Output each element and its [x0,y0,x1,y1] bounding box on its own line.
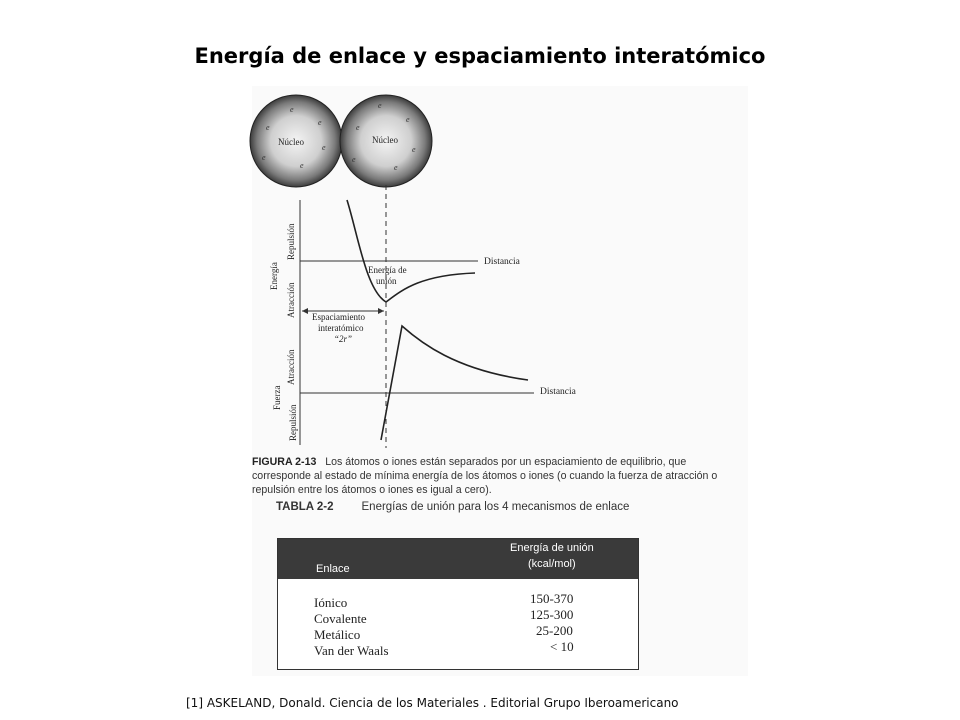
table-row-energy: 125-300 [530,607,574,622]
table-row-bond: Metálico [314,627,361,642]
binding-energy-label-2: unión [376,276,397,286]
repulsion-label-force: Repulsión [288,404,298,441]
electron-marker: e [318,118,322,127]
electron-marker: e [262,153,266,162]
figure-caption-text: Los átomos o iones están separados por un espaciamiento de equilibrio, que corresponde al estado de mínima energía de los átomos o iones (o cuando la fuerza de atracción o repulsión entre los átomos o iones es igual a cero). [252,456,718,496]
energy-curve [347,200,475,302]
reference-footer: [1] ASKELAND, Donald. Ciencia de los Materiales . Editorial Grupo Iberoamericano [186,696,679,710]
electron-marker: e [322,143,326,152]
spacing-label-2: interatómico [318,323,364,333]
electron-marker: e [406,115,410,124]
table-row-bond: Covalente [314,611,367,626]
header-bond: Enlace [316,563,350,575]
header-energy: Energía de unión [510,542,594,554]
nucleus-label-right: Núcleo [372,135,398,145]
electron-marker: e [352,155,356,164]
spacing-arrow-head-left [302,308,308,314]
spacing-label-3: “2r” [334,334,353,344]
electron-marker: e [378,101,382,110]
electron-marker: e [266,123,270,132]
table-label: TABLA 2-2 [276,501,334,513]
table-caption [276,500,646,515]
electron-marker: e [394,163,398,172]
binding-energy-table [277,538,639,670]
table-row-bond: Iónico [314,595,348,610]
attraction-label-force: Atracción [286,349,296,385]
force-curve [381,326,528,440]
figure-caption-label: FIGURA 2-13 [252,456,317,468]
spacing-label-1: Espaciamiento [312,312,365,322]
electron-marker: e [412,145,416,154]
distance-label-energy: Distancia [484,257,520,267]
atom-left [250,95,342,187]
force-axis-label: Fuerza [272,385,282,410]
table-row-energy: < 10 [550,639,574,654]
repulsion-label-energy: Repulsión [286,223,296,260]
spacing-arrow-head-right [378,308,384,314]
attraction-label-energy: Atracción [286,282,296,318]
table-row-energy: 150-370 [530,591,574,606]
nucleus-label-left: Núcleo [278,137,304,147]
table-row-energy: 25-200 [536,623,573,638]
distance-label-force: Distancia [540,387,576,397]
atom-right [340,95,432,187]
electron-marker: e [356,123,360,132]
binding-energy-label-1: Energía de [368,265,407,275]
energy-axis-label: Energía [269,262,279,290]
electron-marker: e [300,161,304,170]
figure-caption [252,455,742,497]
header-unit: (kcal/mol) [528,558,576,570]
electron-marker: e [290,105,294,114]
table-caption-text: Energías de unión para los 4 mecanismos de enlace [361,501,630,513]
table-header [278,539,638,579]
page-title: Energía de enlace y espaciamiento interatómico [194,44,766,68]
table-row-bond: Van der Waals [314,643,389,658]
